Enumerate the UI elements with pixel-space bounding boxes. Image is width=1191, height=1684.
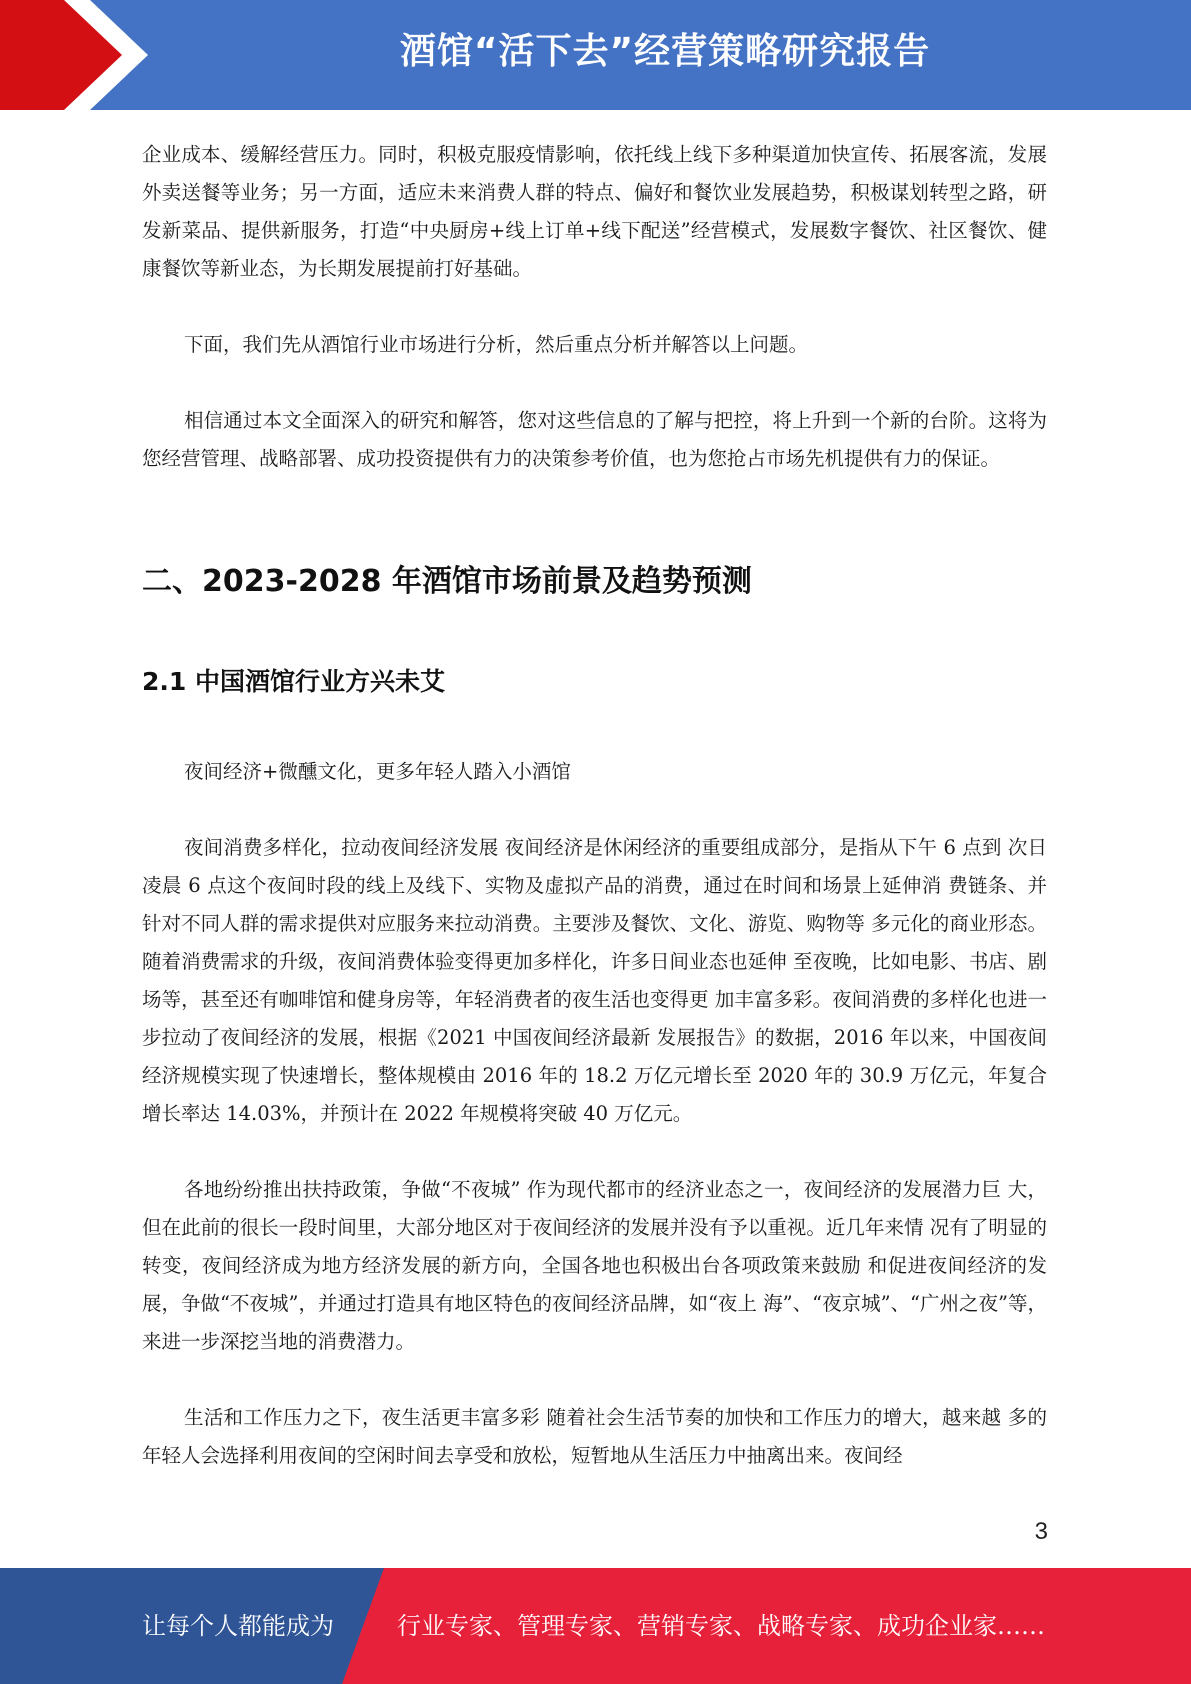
paragraph-continued: 企业成本、缓解经营压力。同时，积极克服疫情影响，依托线上线下多种渠道加快宣传、拓展客流，发展外卖送餐等业务；另一方面，适应未来消费人群的特点、偏好和餐饮业发展趋势，积极谋划转型之路，研发新菜品、提供新服务，打造“中央厨房+线上订单+线下配送”经营模式，发展数字餐饮、社区餐饮、健康餐饮等新业态，为长期发展提前打好基础。 <box>142 143 1047 280</box>
report-title: 酒馆“活下去”经营策略研究报告 <box>399 31 931 72</box>
chevron-arrow-icon <box>0 0 160 110</box>
page-number: 3 <box>1034 1518 1048 1545</box>
footer-slogan-left: 让每个人都能成为 <box>142 1612 334 1640</box>
paragraph-analysis-intro: 下面，我们先从酒馆行业市场进行分析，然后重点分析并解答以上问题。 <box>184 333 809 356</box>
header-banner <box>0 0 1191 110</box>
paragraph-subtitle: 夜间经济+微醺文化，更多年轻人踏入小酒馆 <box>184 760 571 783</box>
paragraph-night-consumption: 夜间消费多样化，拉动夜间经济发展 夜间经济是休闲经济的重要组成部分，是指从下午 6 点到 次日凌晨 6 点这个夜间时段的线上及线下、实物及虚拟产品的消费，通过在时间和场景上延伸消 费链条、并针对不同人群的需求提供对应服务来拉动消费。主要涉及餐饮、文化、游览、购物等 多元化的商业形态。随着消费需求的升级，夜间消费体验变得更加多样化，许多日间业态也延伸 至夜晚，比如电影、书店、剧场等，甚至还有咖啡馆和健身房等，年轻消费者的夜生活也变得更 加丰富多彩。夜间消费的多样化也进一步拉动了夜间经济的发展，根据《2021 中国夜间经济最新 发展报告》的数据，2016 年以来，中国夜间经济规模实现了快速增长，整体规模由 2016 年的 18.2 万亿元增长至 2020 年的 30.9 万亿元，年复合增长率达 14.03%，并预计在 2022 年规模将突破 40 万亿元。 <box>142 836 1047 1125</box>
paragraph-value: 相信通过本文全面深入的研究和解答，您对这些信息的了解与把控，将上升到一个新的台阶。这将为您经营管理、战略部署、成功投资提供有力的决策参考价值，也为您抢占市场先机提供有力的保证。 <box>142 409 1047 470</box>
footer-slogan-right: 行业专家、管理专家、营销专家、战略专家、成功企业家…… <box>397 1612 1045 1640</box>
section-body <box>142 753 1047 1475</box>
footer-banner <box>0 1568 1191 1684</box>
paragraph-policy: 各地纷纷推出扶持政策，争做“不夜城” 作为现代都市的经济业态之一，夜间经济的发展潜力巨 大，但在此前的很长一段时间里，大部分地区对于夜间经济的发展并没有予以重视。近几年来情 况有了明显的转变，夜间经济成为地方经济发展的新方向，全国各地也积极出台各项政策来鼓励 和促进夜间经济的发展，争做“不夜城”，并通过打造具有地区特色的夜间经济品牌，如“夜上 海”、“夜京城”、“广州之夜”等，来进一步深挖当地的消费潜力。 <box>142 1178 1047 1353</box>
intro-section <box>142 136 1047 478</box>
paragraph-nightlife: 生活和工作压力之下，夜生活更丰富多彩 随着社会生活节奏的加快和工作压力的增大，越来越 多的年轻人会选择利用夜间的空闲时间去享受和放松，短暂地从生活压力中抽离出来。夜间经 <box>142 1406 1047 1467</box>
section-heading: 二、2023-2028 年酒馆市场前景及趋势预测 <box>142 564 752 599</box>
subsection-heading: 2.1 中国酒馆行业方兴未艾 <box>142 667 445 696</box>
